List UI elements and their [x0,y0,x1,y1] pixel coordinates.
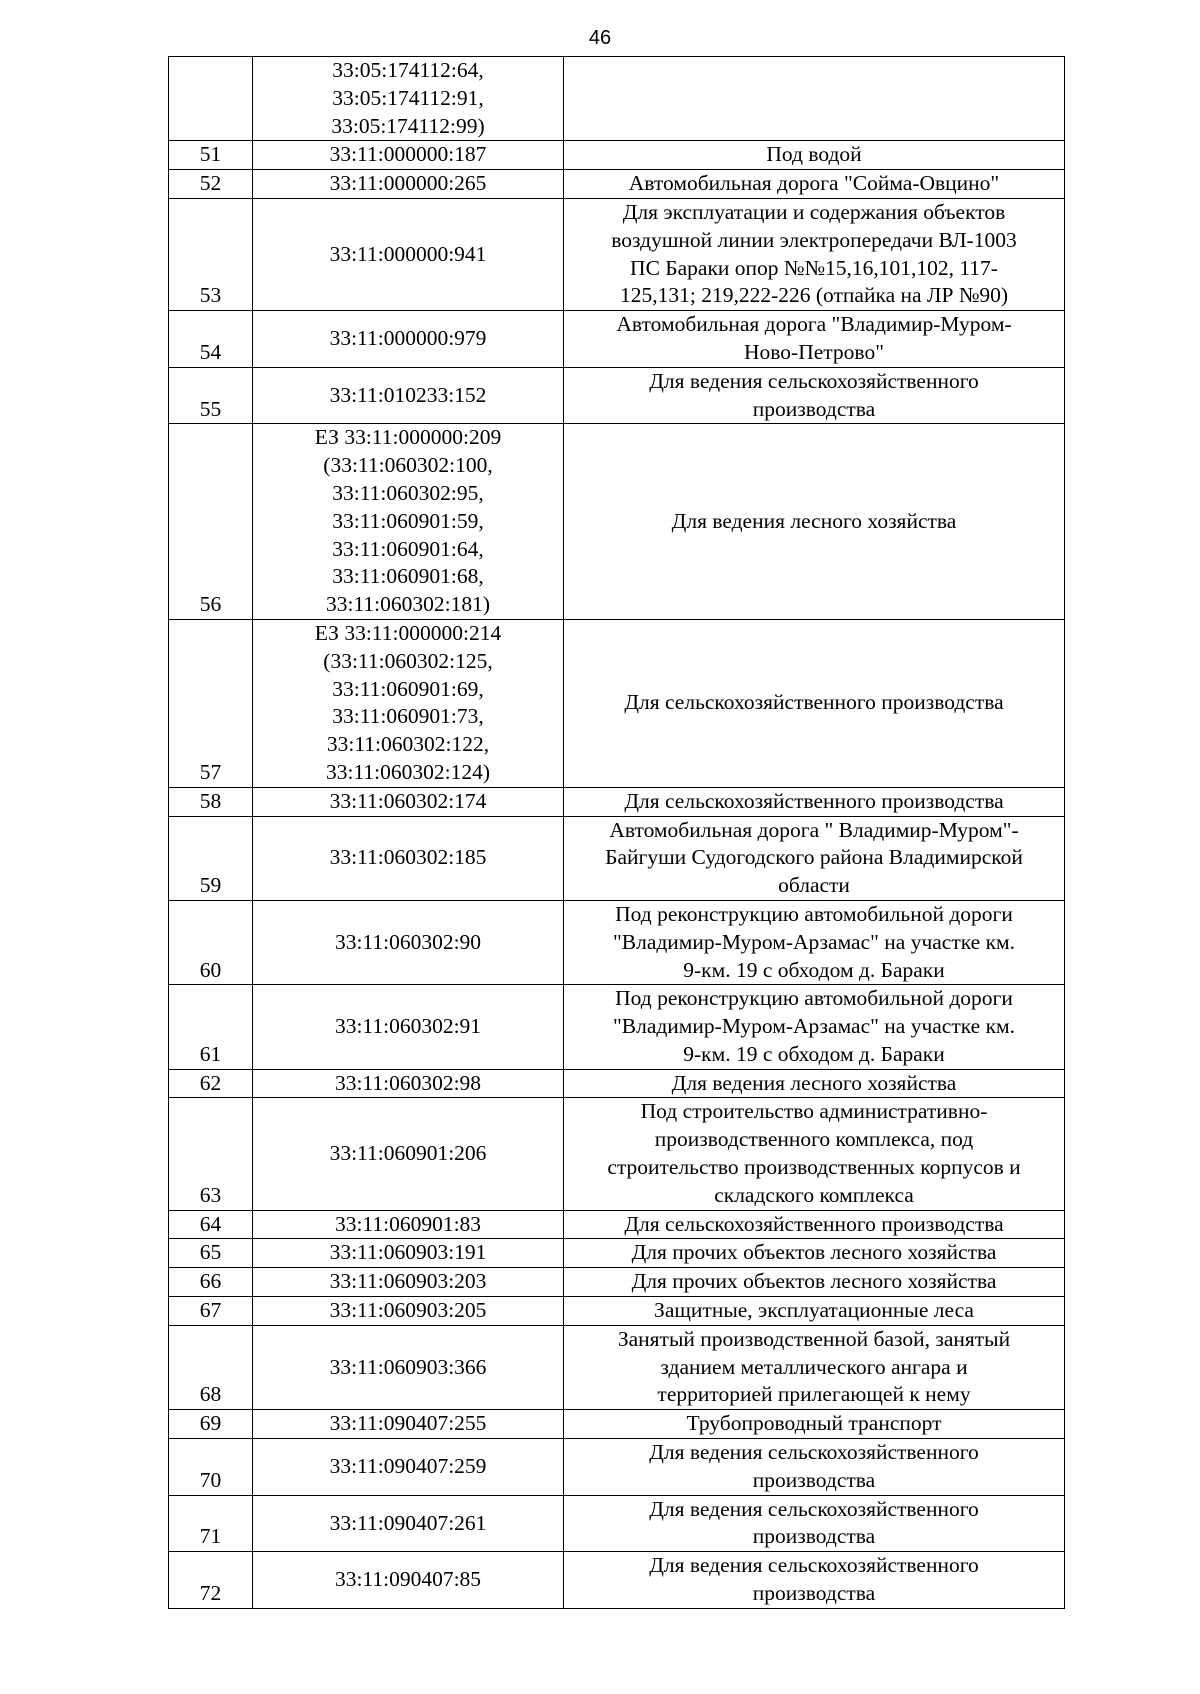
cadastral-number: ЕЗ 33:11:000000:209 (33:11:060302:100, 33:11:060302:95, 33:11:060901:59, 33:11:060901:64, 33:11:060901:68, 33:11:060302:181) [253,424,564,620]
land-plots-table [168,56,1065,1609]
permitted-use: Автомобильная дорога "Сойма-Овцино" [564,170,1065,199]
cadastral-number: 33:11:060302:98 [253,1069,564,1098]
table-row [169,985,1065,1069]
permitted-use: Под водой [564,141,1065,170]
table-row [169,1552,1065,1609]
permitted-use [564,57,1065,141]
table-row [169,1210,1065,1239]
permitted-use: Для сельскохозяйственного производства [564,1210,1065,1239]
table-row [169,198,1065,310]
table-row [169,424,1065,620]
row-number: 54 [169,311,253,368]
cadastral-number: 33:05:174112:64, 33:05:174112:91, 33:05:174112:99) [253,57,564,141]
row-number: 61 [169,985,253,1069]
cadastral-number: 33:11:090407:259 [253,1439,564,1496]
table-row [169,170,1065,199]
cadastral-number: 33:11:060903:205 [253,1297,564,1326]
row-number: 63 [169,1098,253,1210]
table-row [169,1495,1065,1552]
row-number: 52 [169,170,253,199]
permitted-use: Под реконструкцию автомобильной дороги "Владимир-Муром-Арзамас" на участке км. 9-км. 19 с обходом д. Бараки [564,900,1065,984]
table-row [169,1098,1065,1210]
permitted-use: Автомобильная дорога "Владимир-Муром- Ново-Петрово" [564,311,1065,368]
table-row [169,1069,1065,1098]
permitted-use: Под строительство административно- производственного комплекса, под строительство производственных корпусов и складского комплекса [564,1098,1065,1210]
cadastral-number: 33:11:090407:255 [253,1410,564,1439]
permitted-use: Трубопроводный транспорт [564,1410,1065,1439]
table-row [169,787,1065,816]
row-number: 62 [169,1069,253,1098]
cadastral-number: 33:11:060903:366 [253,1325,564,1409]
permitted-use: Для сельскохозяйственного производства [564,787,1065,816]
row-number: 57 [169,619,253,787]
table-row [169,1239,1065,1268]
permitted-use: Для прочих объектов лесного хозяйства [564,1239,1065,1268]
permitted-use: Защитные, эксплуатационные леса [564,1297,1065,1326]
cadastral-number: 33:11:060901:206 [253,1098,564,1210]
page-number: 46 [588,27,612,49]
row-number: 58 [169,787,253,816]
cadastral-number: 33:11:090407:261 [253,1495,564,1552]
row-number: 55 [169,367,253,424]
row-number: 51 [169,141,253,170]
row-number: 67 [169,1297,253,1326]
cadastral-number: 33:11:060903:191 [253,1239,564,1268]
table-row [169,1410,1065,1439]
row-number: 68 [169,1325,253,1409]
row-number: 72 [169,1552,253,1609]
permitted-use: Для ведения лесного хозяйства [564,1069,1065,1098]
cadastral-number: 33:11:060302:174 [253,787,564,816]
table-row [169,311,1065,368]
cadastral-number: 33:11:000000:979 [253,311,564,368]
table-row [169,1297,1065,1326]
cadastral-number: 33:11:060903:203 [253,1268,564,1297]
table-row [169,816,1065,900]
cadastral-number: 33:11:060302:91 [253,985,564,1069]
row-number [169,57,253,141]
cadastral-number: 33:11:000000:187 [253,141,564,170]
table-row [169,619,1065,787]
permitted-use: Для ведения сельскохозяйственного производства [564,1495,1065,1552]
permitted-use: Для ведения лесного хозяйства [564,424,1065,620]
permitted-use: Под реконструкцию автомобильной дороги "Владимир-Муром-Арзамас" на участке км. 9-км. 19 с обходом д. Бараки [564,985,1065,1069]
table-body [169,57,1065,1609]
cadastral-number: 33:11:000000:265 [253,170,564,199]
cadastral-number: 33:11:060901:83 [253,1210,564,1239]
cadastral-number: 33:11:000000:941 [253,198,564,310]
permitted-use: Для сельскохозяйственного производства [564,619,1065,787]
cadastral-number: 33:11:060302:90 [253,900,564,984]
permitted-use: Автомобильная дорога " Владимир-Муром"- Байгуши Судогодского района Владимирской области [564,816,1065,900]
permitted-use: Для эксплуатации и содержания объектов воздушной линии электропередачи ВЛ-1003 ПС Бараки опор №№15,16,101,102, 117- 125,131; 219,222-226 (отпайка на ЛР №90) [564,198,1065,310]
row-number: 65 [169,1239,253,1268]
row-number: 59 [169,816,253,900]
table-row [169,900,1065,984]
cadastral-number: 33:11:060302:185 [253,816,564,900]
row-number: 66 [169,1268,253,1297]
row-number: 56 [169,424,253,620]
table-row [169,367,1065,424]
table-row [169,1325,1065,1409]
permitted-use: Для ведения сельскохозяйственного производства [564,1439,1065,1496]
row-number: 69 [169,1410,253,1439]
cadastral-number: ЕЗ 33:11:000000:214 (33:11:060302:125, 33:11:060901:69, 33:11:060901:73, 33:11:060302:122, 33:11:060302:124) [253,619,564,787]
row-number: 70 [169,1439,253,1496]
permitted-use: Для прочих объектов лесного хозяйства [564,1268,1065,1297]
permitted-use: Для ведения сельскохозяйственного производства [564,1552,1065,1609]
row-number: 53 [169,198,253,310]
cadastral-number: 33:11:010233:152 [253,367,564,424]
cadastral-number: 33:11:090407:85 [253,1552,564,1609]
row-number: 64 [169,1210,253,1239]
table-row [169,57,1065,141]
row-number: 60 [169,900,253,984]
permitted-use: Занятый производственной базой, занятый зданием металлического ангара и территорией прилегающей к нему [564,1325,1065,1409]
table-row [169,1268,1065,1297]
row-number: 71 [169,1495,253,1552]
table-row [169,1439,1065,1496]
permitted-use: Для ведения сельскохозяйственного производства [564,367,1065,424]
table-row [169,141,1065,170]
